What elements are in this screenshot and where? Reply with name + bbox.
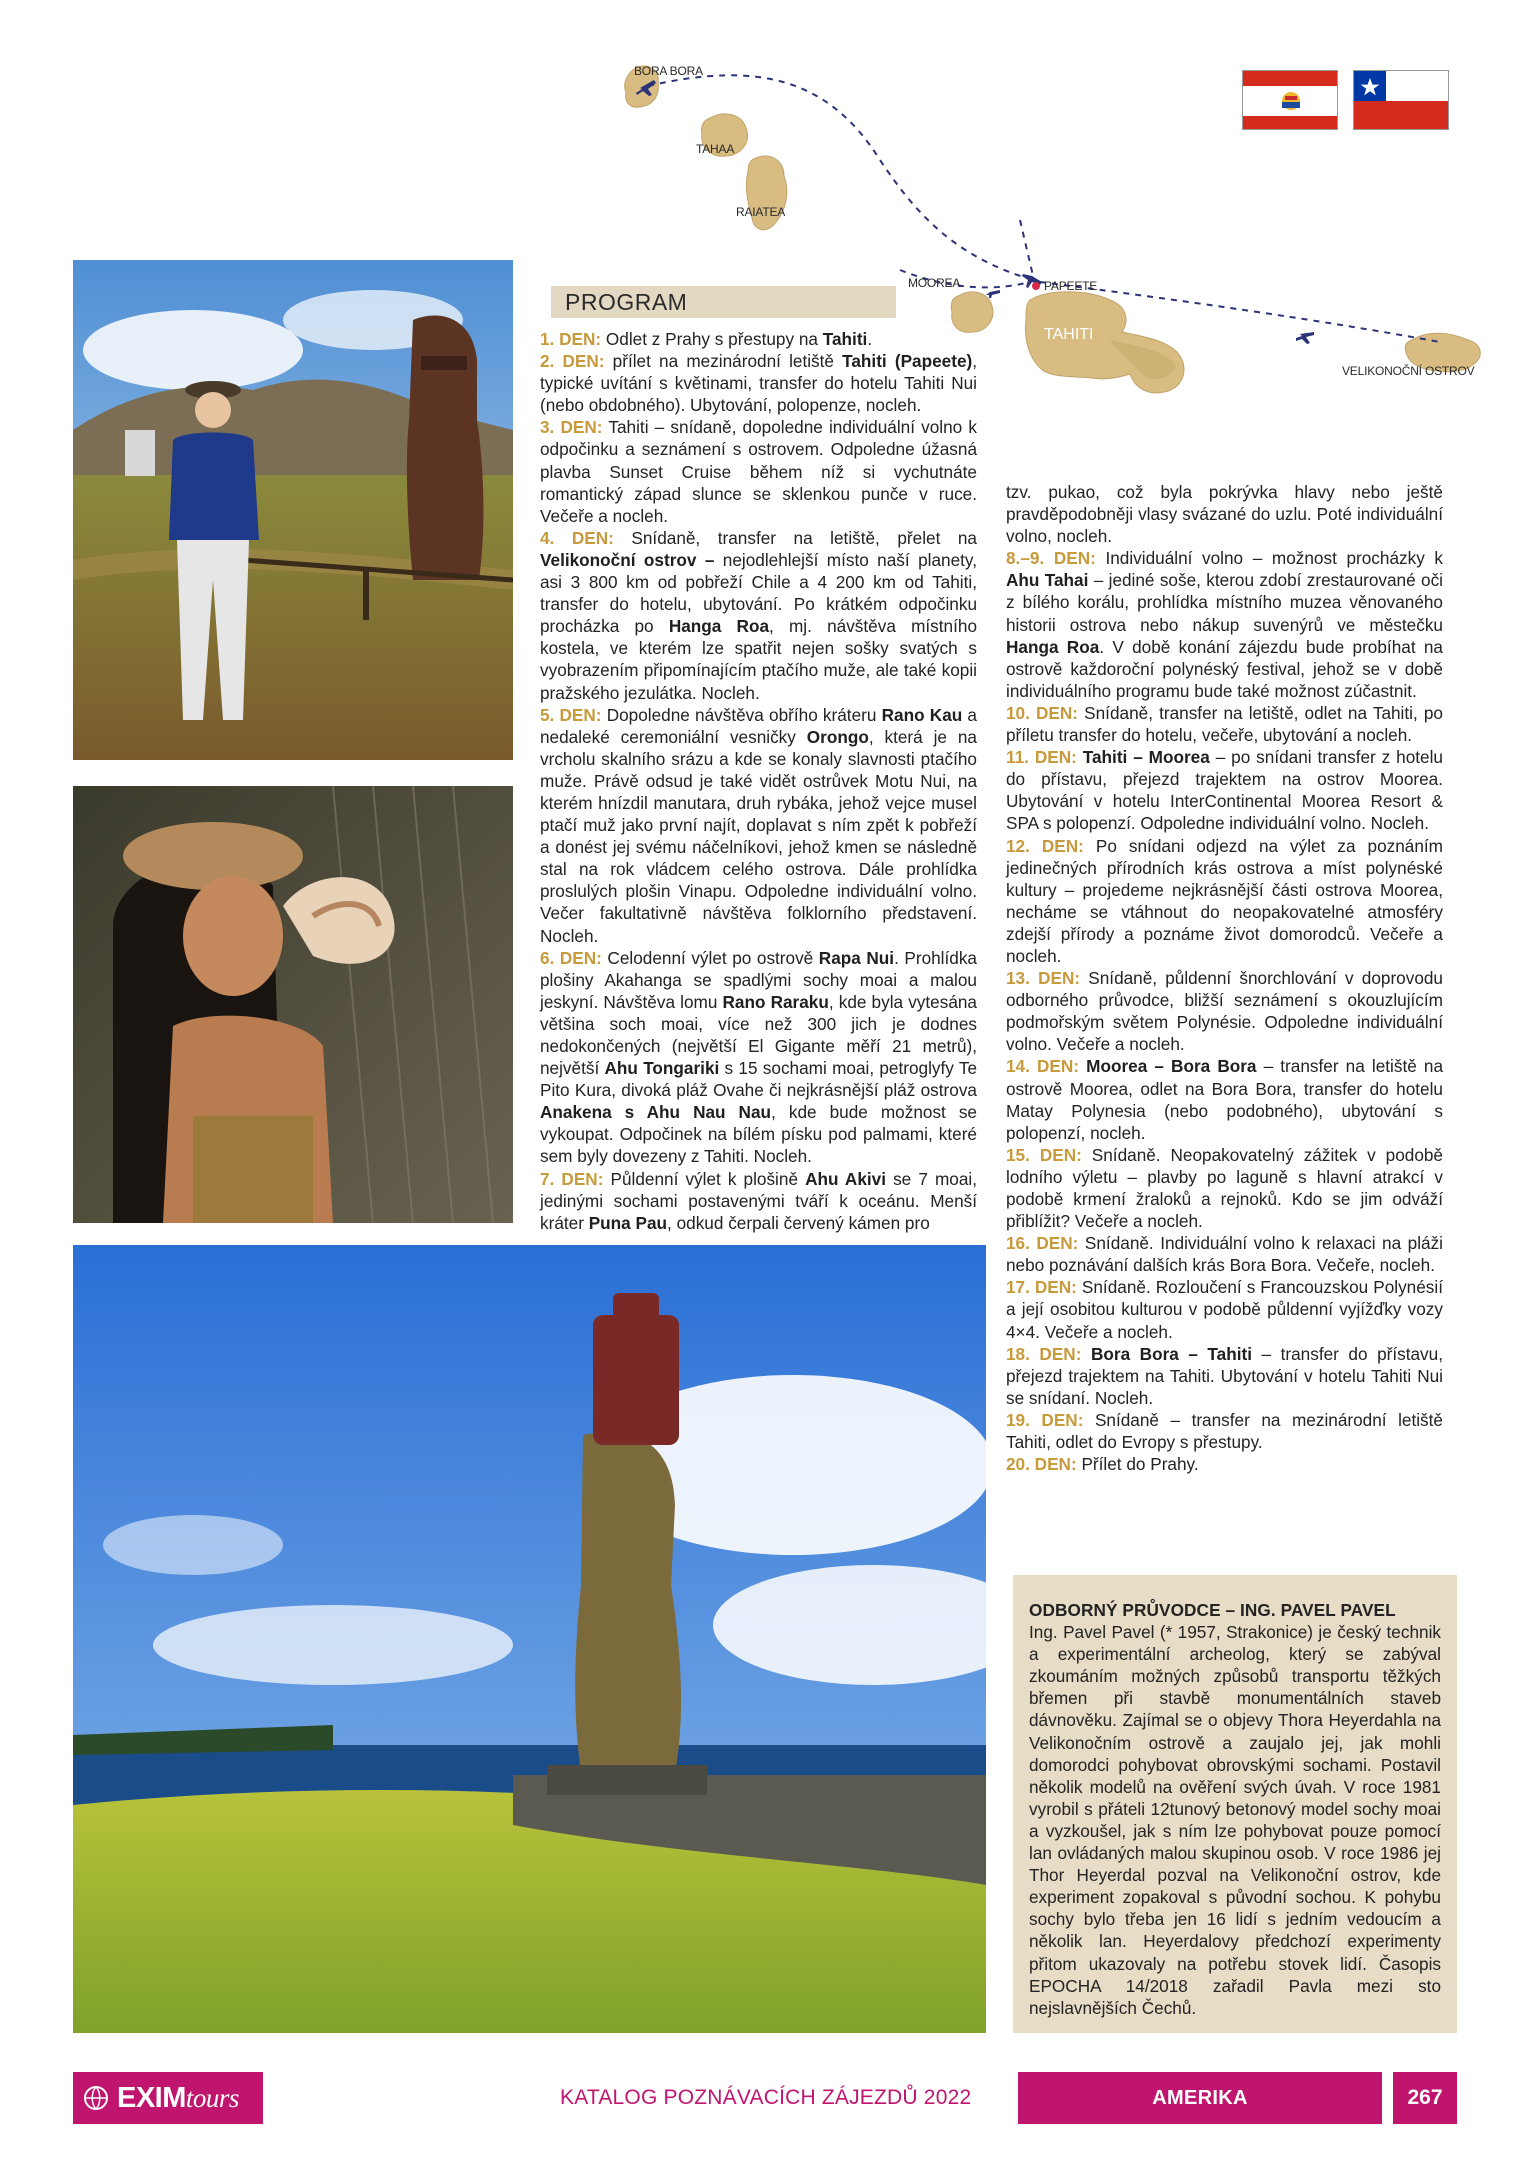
highlight-place: Bora Bora – Tahiti xyxy=(1090,1343,1252,1364)
day-text: Snídaně, transfer na letiště, odlet na Tahiti, po příletu transfer do hotelu, večeře, ubytování a nocleh. xyxy=(1006,702,1443,746)
program-day-entry xyxy=(1006,1343,1443,1409)
day-label: 15. DEN: xyxy=(1006,1144,1082,1165)
day-label: 1. DEN: xyxy=(540,329,602,349)
day-label: 13. DEN: xyxy=(1006,968,1081,989)
day-text: , odkud čerpali červený kámen pro xyxy=(667,1212,930,1233)
map-label-tahaa: TAHAA xyxy=(696,142,735,156)
highlight-place: Tahiti – Moorea xyxy=(1082,747,1210,768)
day-text: Snídaně. Rozloučení s Francouzskou Polynésií a její osobitou kulturou v podobě půldenní vyjížďky vozy 4×4. Večeře a nocleh. xyxy=(1006,1277,1443,1342)
exim-tours-logo[interactable] xyxy=(73,2072,263,2124)
day-text: – transfer do přístavu, přejezd trajektem na Tahiti. Ubytování v hotelu Tahiti Nui se snídaní. Nocleh. xyxy=(1006,1343,1443,1408)
route-north-papeete xyxy=(1020,220,1034,280)
program-day-entry xyxy=(540,328,977,350)
airplane-icon xyxy=(1296,332,1314,344)
day-text: Individuální volno – možnost procházky k xyxy=(1095,548,1444,569)
map-label-raiatea: RAIATEA xyxy=(736,205,786,219)
day-text: . V době konání zájezdu bude probíhat na ostrově každoroční polynéský festival, jehož se v době individuálního programu bude také možnost zúčastnit. xyxy=(1006,636,1443,701)
highlight-place: Ahu Tongariki xyxy=(604,1058,720,1079)
day-text: Snídaně. Individuální volno k relaxaci na pláži nebo poznávání dalších krás Bora Bora. Večeře, nocleh. xyxy=(1006,1233,1443,1276)
day-label: 5. DEN: xyxy=(540,704,602,725)
day-text: Celodenní výlet po ostrově xyxy=(601,947,819,968)
program-right-column xyxy=(1006,481,1443,1475)
papeete-marker xyxy=(1032,282,1040,290)
guide-title: ODBORNÝ PRŮVODCE – ING. PAVEL PAVEL xyxy=(1029,1600,1396,1620)
program-day-entry xyxy=(1006,746,1443,834)
map-label-moorea: MOOREA xyxy=(908,276,961,290)
day-label: 4. DEN: xyxy=(540,527,614,548)
highlight-place: Moorea – Bora Bora xyxy=(1086,1056,1257,1077)
region-label: AMERIKA xyxy=(1018,2072,1382,2124)
day-text: Snídaně, půldenní šnorchlování v doprovodu odborného průvodce, bližší seznámení s okouzlujícím podmořským světem Polynésie. Odpoledne individuální volno. Večeře a nocleh. xyxy=(1006,968,1443,1055)
day-text: Snídaně. Neopakovatelný zážitek v podobě lodního výletu – plavby po laguně s hlavní atrakcí v podobě krmení žraloků a rejnoků. Kdo se jim odváží přiblížit? Večeře a nocleh. xyxy=(1006,1144,1443,1232)
day-text: se 7 moai, jedinými sochami postavenými tváří k oceánu. Menší kráter xyxy=(540,1168,977,1233)
program-day-entry xyxy=(1006,1276,1443,1342)
day-text: s 15 sochami moai, petroglyfy Te Pito Kura, divoká pláž Ovahe či nejkrásnější pláž ostrova xyxy=(540,1058,978,1101)
day-label: 16. DEN: xyxy=(1006,1233,1079,1254)
day-label: 8.–9. DEN: xyxy=(1006,548,1096,569)
program-day-entry xyxy=(1006,967,1443,1055)
program-day-entry xyxy=(540,416,977,526)
program-day-entry xyxy=(1006,1144,1443,1232)
highlight-place: Anakena s Ahu Nau Nau xyxy=(540,1102,772,1123)
day-text: a nedaleké ceremoniální vesničky xyxy=(540,704,977,747)
highlight-place: Rano Kau xyxy=(881,704,963,725)
program-day-entry xyxy=(540,947,977,1168)
highlight-place: Puna Pau xyxy=(588,1212,668,1233)
day-label: 10. DEN: xyxy=(1006,702,1079,723)
program-day-entry xyxy=(1006,1232,1443,1276)
logo-emblem-icon xyxy=(81,2084,111,2112)
day-text: Dopoledne návštěva obřího kráteru xyxy=(601,704,882,725)
program-heading: PROGRAM xyxy=(551,286,896,318)
day-label: 12. DEN: xyxy=(1006,835,1084,856)
program-day-entry xyxy=(1006,702,1443,746)
day-text xyxy=(1081,1344,1091,1364)
program-day-entry xyxy=(540,704,977,947)
highlight-place: Rapa Nui xyxy=(818,947,895,968)
program-day-entry xyxy=(1006,1453,1443,1475)
photo-tourist-with-moai xyxy=(73,260,513,760)
day-text: , mj. návštěva místního kostela, ve kterém lze spatřit nejen sošky svatých s vyobrazením připomínajícím ptačího muže, ale také kopii pražského jezulátka. Nocleh. xyxy=(540,616,977,703)
program-day-entry xyxy=(540,350,977,416)
program-day-entry xyxy=(1006,1409,1443,1453)
day-label: 14. DEN: xyxy=(1006,1056,1080,1077)
day-label: 7. DEN: xyxy=(540,1168,604,1189)
route-borabora-papeete xyxy=(648,75,1040,282)
day-text: . Prohlídka plošiny Akahanga se spadlými sochy moai a malou jeskyní. Návštěva lomu xyxy=(540,947,977,1012)
program-day-entry xyxy=(1006,481,1443,547)
page-number: 267 xyxy=(1393,2072,1457,2124)
day-text: , kde bude možnost se vykoupat. Odpočinek na bílém písku pod palmami, které sem byly dovezeny z Tahiti. Nocleh. xyxy=(540,1102,977,1167)
program-day-entry xyxy=(540,527,977,704)
day-text: Tahiti – snídaně, dopoledne individuální volno k odpočinku a seznámení s ostrovem. Odpoledne úžasná plavba Sunset Cruise během níž si vychutnáte romantický západ slunce se sklenkou punče v ruce. Večeře a nocleh. xyxy=(540,417,977,526)
highlight-place: Orongo xyxy=(806,726,869,747)
photo-woman-with-shell xyxy=(73,786,513,1223)
airplane-icon xyxy=(986,290,1000,298)
day-text: přílet na mezinárodní letiště xyxy=(604,351,843,372)
day-text: – jediné soše, kterou zdobí zrestaurované oči z bílého korálu, prohlídka místního muzea věnovaného historii ostrova nebo nákup suvenýrů ve městečku xyxy=(1006,570,1443,635)
day-text: Přílet do Prahy. xyxy=(1076,1454,1199,1475)
guide-info-box xyxy=(1013,1575,1457,2033)
guide-text: Ing. Pavel Pavel (* 1957, Strakonice) je český technik a experimentální archeolog, který se zabýval zkoumáním možných způsobů transportu těžkých břemen při stavbě monumentálních staveb dávnověku. Zajímal se o objevy Thora Heyerdahla na Velikonočním ostrově a zaujalo jej, jak mohli domorodci pohybovat obrovskými sochami. Postavil několik modelů na ověření svých úvah. V roce 1981 vyrobil s přáteli 12tunový betonový model sochy moai a vyzkoušel, jak s ním lze pohybovat pouze pomocí lan ovládaných malou skupinou osob. V roce 1986 jej Thor Heyerdal pozval na Velikonoční ostrov, kde experiment zopakoval s původní sochou. K pohybu sochy bylo třeba jen 16 lidí s jedním vedoucím a několik lan. Heyerdalovy předchozí experimenty přitom ukazovaly na potřebu stovek lidí. Časopis EPOCHA 14/2018 zařadil Pavla mezi sto nejslavnějších Čechů. xyxy=(1029,1622,1441,2018)
day-label: 18. DEN: xyxy=(1006,1343,1082,1364)
highlight-place: Tahiti (Papeete) xyxy=(842,351,973,372)
day-label: 17. DEN: xyxy=(1006,1277,1077,1298)
day-text: Půldenní výlet k plošině xyxy=(603,1168,806,1189)
program-day-entry xyxy=(1006,835,1443,968)
day-text: nejodlehlejší místo naší planety, asi 3 800 km od pobřeží Chile a 4 200 km od Tahiti, transfer do hotelu, ubytování. Po krátkém odpočinku procházka po xyxy=(540,549,977,637)
day-label: 3. DEN: xyxy=(540,417,603,438)
day-text: . xyxy=(867,329,873,349)
catalog-title: KATALOG POZNÁVACÍCH ZÁJEZDŮ 2022 xyxy=(560,2086,972,2109)
day-text: Po snídani odjezd na výlet za poznáním jedinečných přírodních krás ostrova a míst polynéské kultury – projedeme nejkrásnější části ostrova Moorea, necháme se vtáhnout do neopakovatelné atmosféry zdejší přírody a poznáme život domorodců. Večeře a nocleh. xyxy=(1006,835,1443,966)
day-text: , kde byla vytesána většina soch moai, více než 300 jich je dodnes nedokončených (největší El Gigante měří 21 metrů), největší xyxy=(540,991,977,1079)
day-text: , která je na vrcholu skalního srázu a kde se konaly slavnosti ptačího muže. Právě odsud je také vidět ostrůvek Motu Nui, na kterém hnízdil manutara, druh rybáka, jehož vejce musel ptačí muž jako první najít, doplavat s ním zpět k pobřeží a donést jej svému náčelníkovi, jehož kmen se následně stal na rok vládcem celého ostrova. Dále prohlídka proslulých plošin Vinapu. Odpoledne individuální volno. Večer fakultativně návštěva folklorního představení. Nocleh. xyxy=(540,726,977,946)
day-label: 11. DEN: xyxy=(1006,747,1077,768)
day-text: , typické uvítání s květinami, transfer do hotelu Tahiti Nui (nebo obdobného). Ubytování, polopenze, nocleh. xyxy=(540,351,978,416)
french-polynesia-flag-icon xyxy=(1242,70,1338,130)
day-text: Odlet z Prahy s přestupy na xyxy=(601,329,823,349)
highlight-place: Ahu Tahai xyxy=(1006,570,1089,591)
program-day-entry xyxy=(540,1168,977,1234)
map-label-bora-bora: BORA BORA xyxy=(634,64,703,78)
highlight-place: Ahu Akivi xyxy=(805,1168,887,1189)
program-day-entry xyxy=(1006,547,1443,702)
highlight-place: Velikonoční ostrov – xyxy=(540,549,715,570)
map-label-easter-island: VELIKONOČNÍ OSTROV xyxy=(1342,364,1475,378)
day-label: 20. DEN: xyxy=(1006,1454,1077,1475)
highlight-place: Hanga Roa xyxy=(668,616,770,637)
day-text: – po snídani transfer z hotelu do přístavu, přejezd trajektem na ostrov Moorea. Ubytování v hotelu InterContinental Moorea Resort & SPA s polopenzí. Odpoledne individuální volno. Nocleh. xyxy=(1006,747,1443,834)
photo-moai-ahu-tahai xyxy=(73,1245,986,2033)
day-label: 19. DEN: xyxy=(1006,1409,1084,1430)
logo-sub-text: tours xyxy=(185,2083,239,2113)
day-label: 2. DEN: xyxy=(540,351,605,372)
chile-flag-icon xyxy=(1353,70,1449,130)
highlight-place: Rano Raraku xyxy=(722,991,829,1012)
day-text: tzv. pukao, což byla pokrývka hlavy nebo ještě pravděpodobněji vlasy svázané do uzlu. Poté individuální volno, nocleh. xyxy=(1006,482,1443,547)
program-left-column xyxy=(540,328,977,1234)
day-text: Snídaně – transfer na mezinárodní letiště Tahiti, odlet do Evropy s přestupy. xyxy=(1006,1409,1443,1453)
highlight-place: Hanga Roa xyxy=(1006,636,1100,657)
map-label-tahiti: TAHITI xyxy=(1044,326,1094,343)
program-day-entry xyxy=(1006,1055,1443,1143)
day-text: – transfer na letiště na ostrově Moorea, odlet na Bora Bora, transfer do hotelu Matay Polynesia (nebo podobného), ubytování s polopenzí, nocleh. xyxy=(1006,1056,1444,1143)
logo-main-text: EXIM xyxy=(117,2082,186,2114)
moorea-island xyxy=(951,292,993,332)
day-label: 6. DEN: xyxy=(540,947,602,968)
highlight-place: Tahiti xyxy=(822,329,868,349)
map-label-papeete: PAPEETE xyxy=(1044,279,1098,293)
day-text: Snídaně, transfer na letiště, přelet na xyxy=(613,527,977,548)
